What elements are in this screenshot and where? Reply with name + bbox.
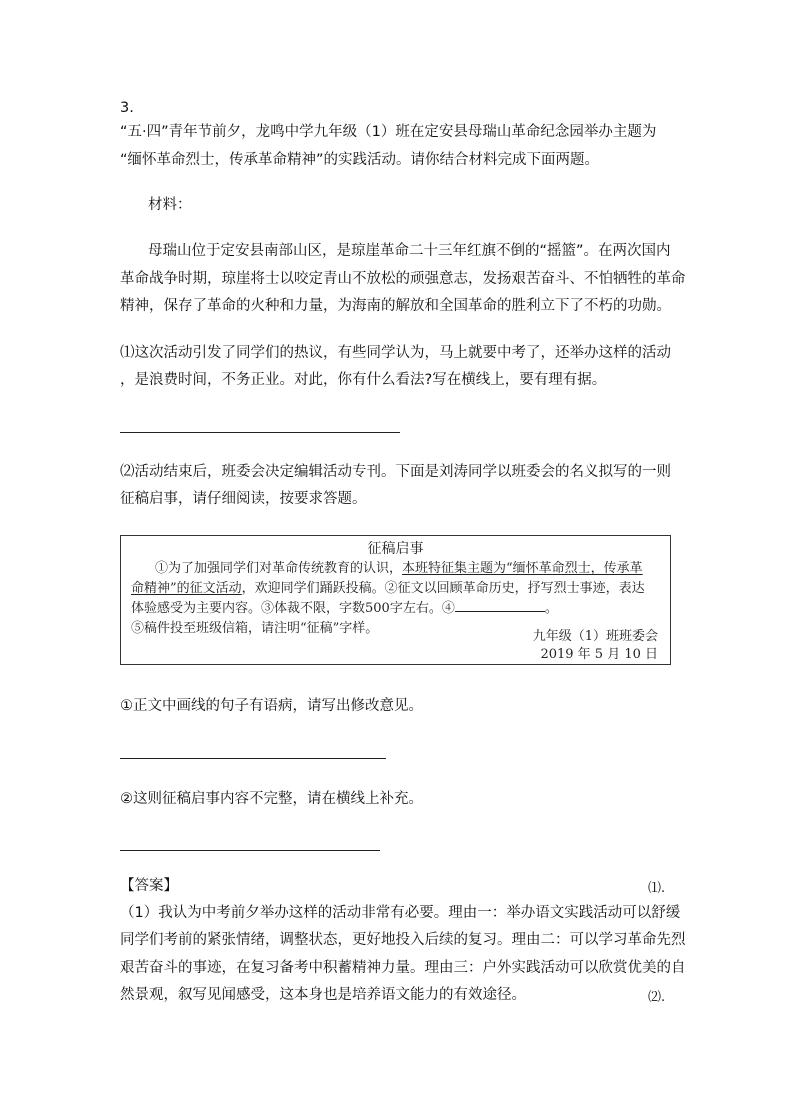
question-2-line: ⑵活动结束后，班委会决定编辑活动专刊。下面是刘涛同学以班委会的名义拟写的一则 bbox=[120, 464, 671, 480]
answer-ref: ⑵. bbox=[648, 990, 666, 1005]
answer-line: 同学们考前的紧张情绪，调整状态，更好地投入后续的复习。理由二：可以学习革命先烈 bbox=[120, 932, 686, 948]
answer-blank-line[interactable] bbox=[120, 432, 400, 433]
question-number: 3. bbox=[120, 100, 134, 116]
answer-ref: ⑴. bbox=[648, 881, 666, 896]
notice-line-4: ⑤稿件投至班级信箱，请注明“征稿”字样。 bbox=[131, 621, 379, 636]
intro-line: “缅怀革命烈士，传承革命精神”的实践活动。请你结合材料完成下面两题。 bbox=[120, 152, 600, 168]
notice-text: ，欢迎同学们踊跃投稿。②征文以回顾革命历史，抒写烈士事迹，表达 bbox=[241, 581, 645, 596]
material-line: 母瑞山位于定安县南部山区，是琼崖革命二十三年红旗不倒的“摇篮”。在两次国内 bbox=[148, 243, 671, 259]
notice-title: 征稿启事 bbox=[367, 541, 424, 557]
notice-signer: 九年级（1）班班委会 bbox=[532, 629, 658, 644]
material-label: 材料： bbox=[148, 197, 192, 213]
answer-line: 艰苦奋斗的事迹，在复习备考中积蓄精神力量。理由三：户外实践活动可以欣赏优美的自 bbox=[120, 960, 686, 976]
material-line: 革命战争时期，琼崖将士以咬定青山不放松的顽强意志，发扬艰苦奋斗、不怕牺牲的革命 bbox=[120, 271, 686, 287]
notice-line-2 bbox=[131, 579, 645, 599]
notice-line-1 bbox=[155, 559, 643, 579]
answer-label: 【答案】 bbox=[120, 878, 178, 894]
underlined-sentence: 本班特征集主题为“缅怀革命烈士，传承革 bbox=[402, 561, 643, 576]
notice-text: 。 bbox=[544, 601, 558, 616]
notice-text: 体验感受为主要内容。③体裁不限，字数500字左右。④ bbox=[131, 601, 455, 616]
answer-blank-line[interactable] bbox=[120, 758, 386, 759]
answer-blank-line[interactable] bbox=[120, 850, 380, 851]
notice-blank[interactable] bbox=[455, 599, 545, 612]
notice-text: ①为了加强同学们对革命传统教育的认识， bbox=[155, 561, 403, 576]
notice-box bbox=[120, 535, 671, 665]
sub-question-1: ①正文中画线的句子有语病，请写出修改意见。 bbox=[120, 698, 423, 714]
question-1-line: ，是浪费时间，不务正业。对此，你有什么看法?写在横线上，要有理有据。 bbox=[120, 372, 607, 388]
intro-line: “五·四”青年节前夕，龙鸣中学九年级（1）班在定安县母瑞山革命纪念园举办主题为 bbox=[120, 124, 657, 140]
answer-line: （1）我认为中考前夕举办这样的活动非常有必要。理由一：举办语文实践活动可以舒缓 bbox=[120, 905, 681, 921]
notice-date: 2019 年 5 月 10 日 bbox=[540, 647, 658, 662]
question-2-line: 征稿启事，请仔细阅读，按要求答题。 bbox=[120, 491, 367, 507]
material-line: 精神，保存了革命的火种和力量，为海南的解放和全国革命的胜利立下了不朽的功勋。 bbox=[120, 298, 671, 314]
answer-line: 然景观，叙写见闻感受，这本身也是培养语文能力的有效途径。 bbox=[120, 987, 526, 1003]
sub-question-2: ②这则征稿启事内容不完整，请在横线上补充。 bbox=[120, 791, 423, 807]
notice-line-3 bbox=[131, 599, 558, 619]
question-1-line: ⑴这次活动引发了同学们的热议，有些同学认为，马上就要中考了，还举办这样的活动 bbox=[120, 345, 671, 361]
underlined-sentence: 命精神”的征文活动 bbox=[131, 581, 242, 596]
